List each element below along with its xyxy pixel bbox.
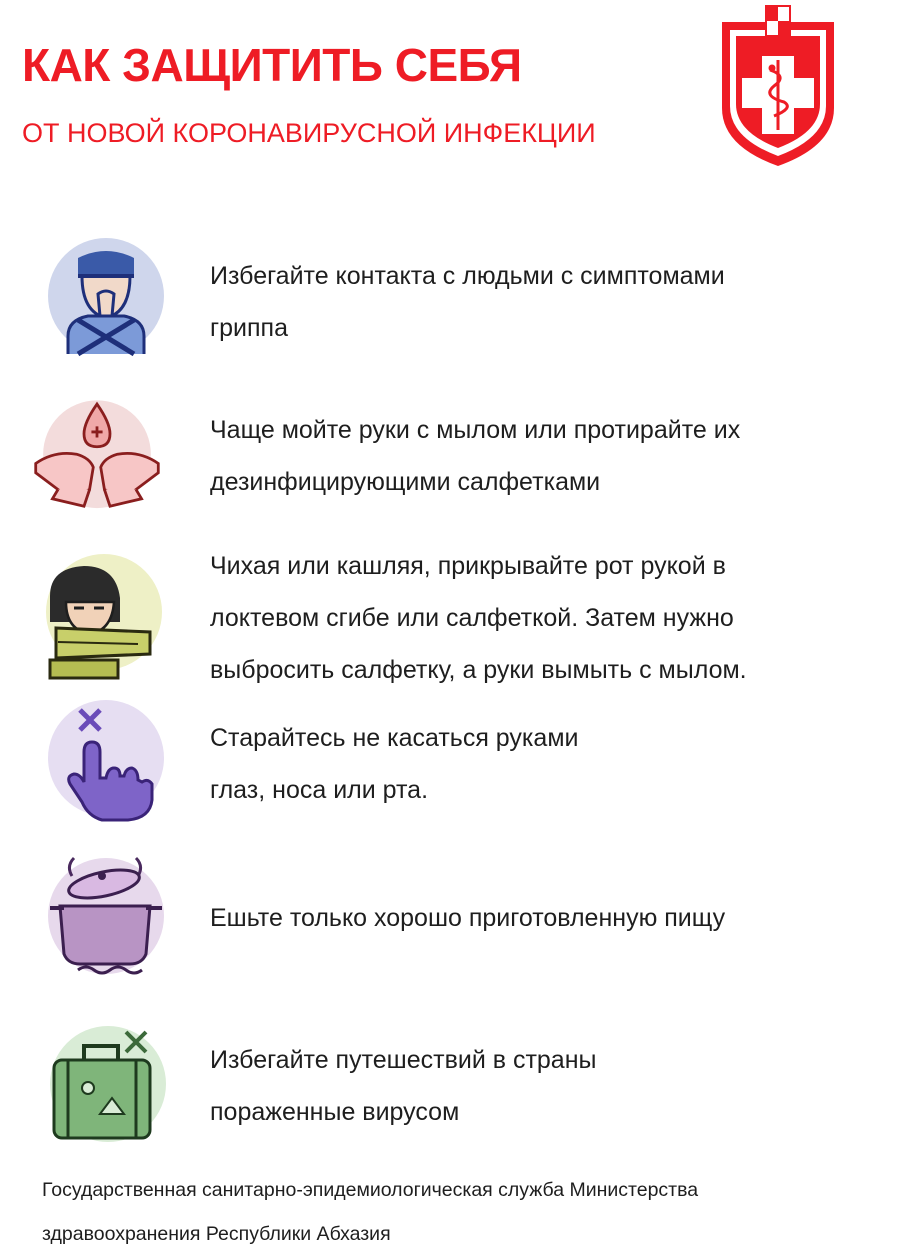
list-item [210,540,747,696]
item-line: Чихая или кашляя, прикрывайте рот рукой в [210,552,726,580]
item-line: Избегайте путешествий в страны [210,1046,597,1074]
page-subtitle: ОТ НОВОЙ КОРОНАВИРУСНОЙ ИНФЕКЦИИ [22,118,596,148]
list-item [210,1034,597,1138]
page-title: КАК ЗАЩИТИТЬ СЕБЯ [22,39,522,91]
list-item [210,892,725,944]
item-line: Старайтесь не касаться руками [210,724,579,752]
person-coughing-icon [38,232,168,362]
suitcase-travel-icon [44,1018,174,1148]
list-item [210,404,740,508]
cooking-pot-icon [42,850,172,980]
item-line: Чаще мойте руки с мылом или протирайте их [210,416,741,444]
item-line: глаз, носа или рта. [210,776,429,804]
item-line: Избегайте контакта с людьми с симптомами [210,262,725,290]
item-line: пораженные вирусом [210,1098,460,1126]
footer-line: Государственная санитарно-эпидемиологическая служба Министерства [42,1179,699,1201]
item-line: локтевом сгибе или салфеткой. Затем нужно [210,604,734,632]
medical-shield-emblem-icon [714,4,842,170]
footer-attribution [42,1168,698,1256]
footer-line: здравоохранения Республики Абхазия [42,1223,391,1245]
item-line: гриппа [210,314,288,342]
list-item [210,712,578,816]
item-line: выбросить салфетку, а руки вымыть с мылом. [210,656,747,684]
list-item [210,250,725,354]
no-touch-hand-icon [40,696,170,826]
sneeze-elbow-icon [38,550,168,680]
hands-washing-icon [32,392,162,522]
item-line: Ешьте только хорошо приготовленную пищу [210,904,726,932]
item-line: дезинфицирующими салфетками [210,468,601,496]
